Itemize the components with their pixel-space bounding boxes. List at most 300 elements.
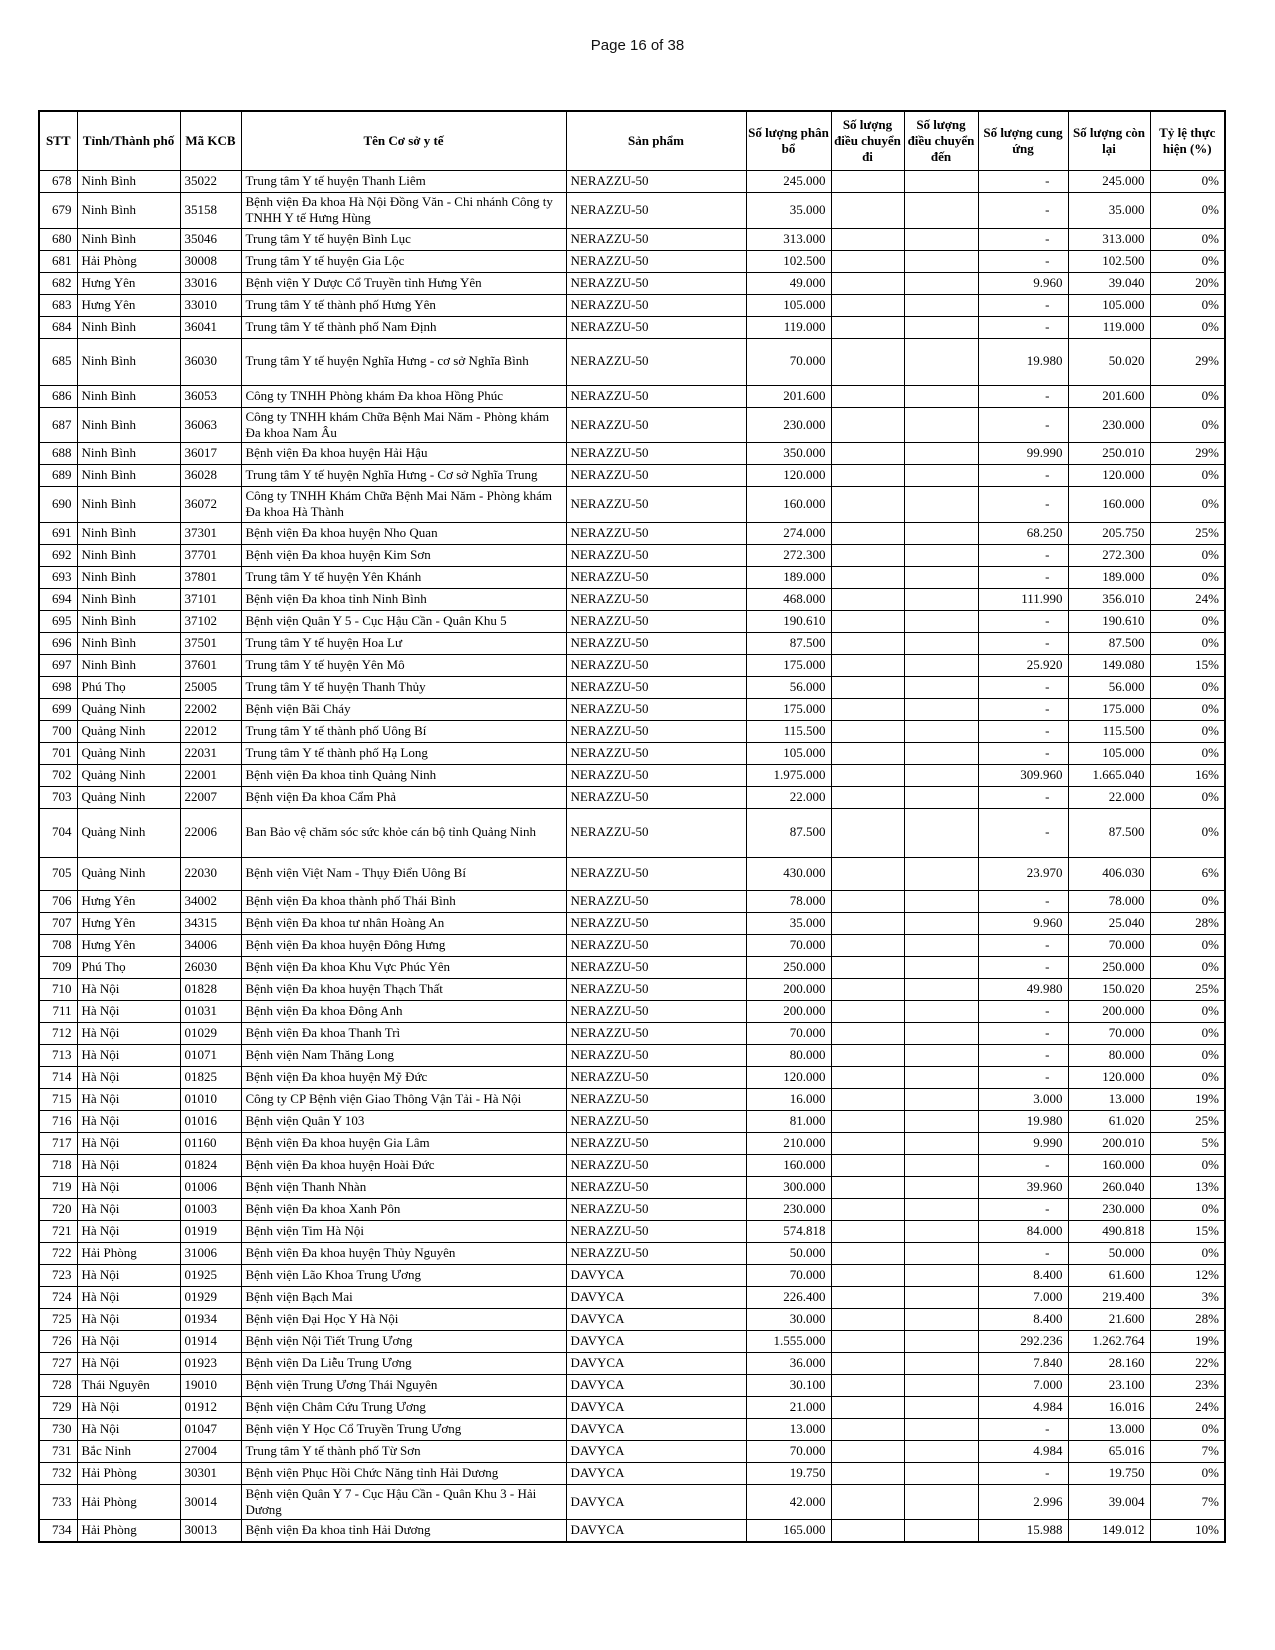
cell-ma_kcb: 01010 bbox=[180, 1088, 241, 1110]
cell-transfer_in bbox=[904, 1198, 978, 1220]
cell-transfer_out bbox=[831, 1484, 904, 1520]
table-row bbox=[39, 720, 1225, 742]
cell-supplied: - bbox=[978, 544, 1068, 566]
cell-allocated: 274.000 bbox=[746, 522, 831, 544]
cell-allocated: 49.000 bbox=[746, 272, 831, 294]
cell-rate: 10% bbox=[1150, 1520, 1225, 1543]
cell-transfer_in bbox=[904, 272, 978, 294]
cell-allocated: 105.000 bbox=[746, 742, 831, 764]
cell-rate: 28% bbox=[1150, 912, 1225, 934]
cell-ma_kcb: 36028 bbox=[180, 465, 241, 487]
cell-remaining: 35.000 bbox=[1068, 193, 1150, 229]
cell-transfer_in bbox=[904, 1352, 978, 1374]
cell-province: Hà Nội bbox=[77, 1176, 180, 1198]
cell-supplied: 7.000 bbox=[978, 1286, 1068, 1308]
cell-facility: Bệnh viện Nội Tiết Trung Ương bbox=[241, 1330, 566, 1352]
cell-stt: 712 bbox=[39, 1022, 77, 1044]
cell-ma_kcb: 34002 bbox=[180, 890, 241, 912]
cell-province: Hải Phòng bbox=[77, 250, 180, 272]
cell-facility: Bệnh viện Đa khoa huyện Hoài Đức bbox=[241, 1154, 566, 1176]
cell-stt: 678 bbox=[39, 171, 77, 193]
cell-facility: Trung tâm Y tế huyện Gia Lộc bbox=[241, 250, 566, 272]
cell-transfer_in bbox=[904, 228, 978, 250]
cell-facility: Bệnh viện Châm Cứu Trung Ương bbox=[241, 1396, 566, 1418]
cell-supplied: - bbox=[978, 316, 1068, 338]
cell-ma_kcb: 37801 bbox=[180, 566, 241, 588]
cell-province: Ninh Bình bbox=[77, 193, 180, 229]
cell-rate: 0% bbox=[1150, 465, 1225, 487]
cell-supplied: - bbox=[978, 1418, 1068, 1440]
cell-remaining: 61.020 bbox=[1068, 1110, 1150, 1132]
cell-remaining: 245.000 bbox=[1068, 171, 1150, 193]
cell-rate: 25% bbox=[1150, 978, 1225, 1000]
cell-allocated: 30.000 bbox=[746, 1308, 831, 1330]
cell-remaining: 189.000 bbox=[1068, 566, 1150, 588]
cell-province: Hưng Yên bbox=[77, 934, 180, 956]
cell-stt: 721 bbox=[39, 1220, 77, 1242]
cell-facility: Bệnh viện Tim Hà Nội bbox=[241, 1220, 566, 1242]
table-row bbox=[39, 465, 1225, 487]
cell-rate: 0% bbox=[1150, 316, 1225, 338]
cell-remaining: 105.000 bbox=[1068, 742, 1150, 764]
cell-province: Hà Nội bbox=[77, 1154, 180, 1176]
cell-transfer_in bbox=[904, 443, 978, 465]
cell-province: Ninh Bình bbox=[77, 443, 180, 465]
cell-supplied: 68.250 bbox=[978, 522, 1068, 544]
table-row bbox=[39, 1198, 1225, 1220]
cell-transfer_out bbox=[831, 654, 904, 676]
table-row bbox=[39, 786, 1225, 808]
cell-transfer_in bbox=[904, 654, 978, 676]
cell-allocated: 230.000 bbox=[746, 407, 831, 443]
cell-rate: 20% bbox=[1150, 272, 1225, 294]
table-row bbox=[39, 978, 1225, 1000]
table-row bbox=[39, 1418, 1225, 1440]
cell-province: Thái Nguyên bbox=[77, 1374, 180, 1396]
cell-product: NERAZZU-50 bbox=[566, 338, 746, 385]
cell-remaining: 250.010 bbox=[1068, 443, 1150, 465]
cell-stt: 727 bbox=[39, 1352, 77, 1374]
cell-province: Hà Nội bbox=[77, 1264, 180, 1286]
cell-transfer_out bbox=[831, 676, 904, 698]
cell-remaining: 356.010 bbox=[1068, 588, 1150, 610]
cell-allocated: 190.610 bbox=[746, 610, 831, 632]
cell-transfer_out bbox=[831, 272, 904, 294]
cell-rate: 0% bbox=[1150, 1198, 1225, 1220]
cell-ma_kcb: 01824 bbox=[180, 1154, 241, 1176]
cell-remaining: 80.000 bbox=[1068, 1044, 1150, 1066]
cell-transfer_out bbox=[831, 742, 904, 764]
cell-stt: 700 bbox=[39, 720, 77, 742]
cell-rate: 7% bbox=[1150, 1484, 1225, 1520]
cell-ma_kcb: 01925 bbox=[180, 1264, 241, 1286]
cell-facility: Bệnh viện Đa khoa Khu Vực Phúc Yên bbox=[241, 956, 566, 978]
cell-province: Phú Thọ bbox=[77, 676, 180, 698]
cell-facility: Bệnh viện Đa khoa Cẩm Phả bbox=[241, 786, 566, 808]
cell-stt: 708 bbox=[39, 934, 77, 956]
cell-facility: Bệnh viện Trung Ương Thái Nguyên bbox=[241, 1374, 566, 1396]
cell-transfer_in bbox=[904, 1154, 978, 1176]
cell-remaining: 50.000 bbox=[1068, 1242, 1150, 1264]
cell-transfer_in bbox=[904, 465, 978, 487]
cell-transfer_in bbox=[904, 1520, 978, 1543]
cell-transfer_in bbox=[904, 171, 978, 193]
cell-supplied: 9.990 bbox=[978, 1132, 1068, 1154]
cell-allocated: 21.000 bbox=[746, 1396, 831, 1418]
cell-product: NERAZZU-50 bbox=[566, 890, 746, 912]
cell-product: DAVYCA bbox=[566, 1352, 746, 1374]
cell-supplied: - bbox=[978, 1198, 1068, 1220]
cell-transfer_in bbox=[904, 720, 978, 742]
cell-stt: 730 bbox=[39, 1418, 77, 1440]
cell-product: NERAZZU-50 bbox=[566, 544, 746, 566]
cell-province: Hải Phòng bbox=[77, 1462, 180, 1484]
cell-province: Ninh Bình bbox=[77, 171, 180, 193]
cell-allocated: 200.000 bbox=[746, 1000, 831, 1022]
cell-allocated: 226.400 bbox=[746, 1286, 831, 1308]
cell-transfer_out bbox=[831, 522, 904, 544]
cell-province: Hà Nội bbox=[77, 1396, 180, 1418]
cell-transfer_out bbox=[831, 786, 904, 808]
cell-province: Quảng Ninh bbox=[77, 698, 180, 720]
cell-transfer_in bbox=[904, 1440, 978, 1462]
cell-stt: 722 bbox=[39, 1242, 77, 1264]
cell-rate: 0% bbox=[1150, 676, 1225, 698]
cell-stt: 703 bbox=[39, 786, 77, 808]
cell-remaining: 313.000 bbox=[1068, 228, 1150, 250]
cell-stt: 689 bbox=[39, 465, 77, 487]
cell-transfer_out bbox=[831, 1462, 904, 1484]
cell-allocated: 81.000 bbox=[746, 1110, 831, 1132]
cell-allocated: 70.000 bbox=[746, 1022, 831, 1044]
cell-facility: Bệnh viện Y Dược Cổ Truyền tỉnh Hưng Yên bbox=[241, 272, 566, 294]
cell-rate: 0% bbox=[1150, 610, 1225, 632]
table-row bbox=[39, 1220, 1225, 1242]
cell-product: NERAZZU-50 bbox=[566, 487, 746, 523]
cell-transfer_in bbox=[904, 1000, 978, 1022]
table-row bbox=[39, 1176, 1225, 1198]
cell-stt: 724 bbox=[39, 1286, 77, 1308]
cell-rate: 0% bbox=[1150, 742, 1225, 764]
cell-stt: 679 bbox=[39, 193, 77, 229]
cell-remaining: 200.000 bbox=[1068, 1000, 1150, 1022]
table-row bbox=[39, 487, 1225, 523]
cell-supplied: 39.960 bbox=[978, 1176, 1068, 1198]
cell-facility: Bệnh viện Lão Khoa Trung Ương bbox=[241, 1264, 566, 1286]
cell-allocated: 87.500 bbox=[746, 808, 831, 857]
table-row bbox=[39, 890, 1225, 912]
table-row bbox=[39, 1066, 1225, 1088]
cell-remaining: 230.000 bbox=[1068, 1198, 1150, 1220]
cell-rate: 0% bbox=[1150, 956, 1225, 978]
cell-allocated: 250.000 bbox=[746, 956, 831, 978]
cell-ma_kcb: 01160 bbox=[180, 1132, 241, 1154]
cell-province: Hải Phòng bbox=[77, 1242, 180, 1264]
cell-facility: Bệnh viện Đa khoa huyện Kim Sơn bbox=[241, 544, 566, 566]
cell-stt: 716 bbox=[39, 1110, 77, 1132]
cell-remaining: 22.000 bbox=[1068, 786, 1150, 808]
cell-product: NERAZZU-50 bbox=[566, 407, 746, 443]
cell-supplied: - bbox=[978, 676, 1068, 698]
cell-allocated: 87.500 bbox=[746, 632, 831, 654]
table-row bbox=[39, 912, 1225, 934]
cell-province: Quảng Ninh bbox=[77, 764, 180, 786]
cell-stt: 696 bbox=[39, 632, 77, 654]
cell-supplied: - bbox=[978, 407, 1068, 443]
cell-rate: 0% bbox=[1150, 1154, 1225, 1176]
table-row bbox=[39, 228, 1225, 250]
cell-facility: Bệnh viện Phục Hồi Chức Năng tỉnh Hải Dương bbox=[241, 1462, 566, 1484]
cell-ma_kcb: 01825 bbox=[180, 1066, 241, 1088]
cell-facility: Bệnh viện Đa khoa tư nhân Hoàng An bbox=[241, 912, 566, 934]
cell-supplied: 25.920 bbox=[978, 654, 1068, 676]
cell-ma_kcb: 30013 bbox=[180, 1520, 241, 1543]
cell-stt: 688 bbox=[39, 443, 77, 465]
cell-allocated: 210.000 bbox=[746, 1132, 831, 1154]
cell-product: DAVYCA bbox=[566, 1440, 746, 1462]
cell-supplied: 9.960 bbox=[978, 272, 1068, 294]
cell-remaining: 70.000 bbox=[1068, 1022, 1150, 1044]
cell-stt: 726 bbox=[39, 1330, 77, 1352]
cell-supplied: - bbox=[978, 742, 1068, 764]
cell-product: NERAZZU-50 bbox=[566, 588, 746, 610]
cell-stt: 690 bbox=[39, 487, 77, 523]
cell-facility: Bệnh viện Đa khoa Đông Anh bbox=[241, 1000, 566, 1022]
cell-transfer_out bbox=[831, 1352, 904, 1374]
column-header-supplied: Số lượng cung ứng bbox=[978, 111, 1068, 171]
table-row bbox=[39, 1286, 1225, 1308]
cell-province: Hà Nội bbox=[77, 1330, 180, 1352]
cell-stt: 682 bbox=[39, 272, 77, 294]
cell-transfer_out bbox=[831, 544, 904, 566]
cell-product: NERAZZU-50 bbox=[566, 272, 746, 294]
cell-facility: Bệnh viện Đa khoa Hà Nội Đồng Văn - Chi nhánh Công ty TNHH Y tế Hưng Hùng bbox=[241, 193, 566, 229]
cell-transfer_out bbox=[831, 1440, 904, 1462]
cell-allocated: 102.500 bbox=[746, 250, 831, 272]
cell-ma_kcb: 22001 bbox=[180, 764, 241, 786]
cell-transfer_out bbox=[831, 193, 904, 229]
cell-rate: 0% bbox=[1150, 1242, 1225, 1264]
cell-province: Quảng Ninh bbox=[77, 786, 180, 808]
table-row bbox=[39, 1110, 1225, 1132]
table-row bbox=[39, 764, 1225, 786]
cell-supplied: - bbox=[978, 956, 1068, 978]
cell-product: NERAZZU-50 bbox=[566, 654, 746, 676]
cell-rate: 0% bbox=[1150, 1462, 1225, 1484]
table-row bbox=[39, 1462, 1225, 1484]
cell-ma_kcb: 01914 bbox=[180, 1330, 241, 1352]
cell-stt: 729 bbox=[39, 1396, 77, 1418]
cell-ma_kcb: 36041 bbox=[180, 316, 241, 338]
cell-rate: 15% bbox=[1150, 1220, 1225, 1242]
cell-remaining: 120.000 bbox=[1068, 1066, 1150, 1088]
cell-allocated: 300.000 bbox=[746, 1176, 831, 1198]
cell-transfer_in bbox=[904, 1330, 978, 1352]
cell-province: Quảng Ninh bbox=[77, 720, 180, 742]
cell-remaining: 61.600 bbox=[1068, 1264, 1150, 1286]
cell-ma_kcb: 36072 bbox=[180, 487, 241, 523]
cell-allocated: 120.000 bbox=[746, 1066, 831, 1088]
cell-product: NERAZZU-50 bbox=[566, 1176, 746, 1198]
cell-product: NERAZZU-50 bbox=[566, 912, 746, 934]
cell-supplied: - bbox=[978, 1044, 1068, 1066]
cell-facility: Bệnh viện Nam Thăng Long bbox=[241, 1044, 566, 1066]
cell-facility: Bệnh viện Bạch Mai bbox=[241, 1286, 566, 1308]
cell-remaining: 160.000 bbox=[1068, 487, 1150, 523]
cell-province: Hà Nội bbox=[77, 1286, 180, 1308]
cell-transfer_in bbox=[904, 808, 978, 857]
cell-transfer_in bbox=[904, 1396, 978, 1418]
cell-stt: 693 bbox=[39, 566, 77, 588]
cell-transfer_out bbox=[831, 294, 904, 316]
cell-remaining: 87.500 bbox=[1068, 808, 1150, 857]
cell-transfer_out bbox=[831, 316, 904, 338]
table-row bbox=[39, 742, 1225, 764]
cell-product: NERAZZU-50 bbox=[566, 1220, 746, 1242]
cell-allocated: 70.000 bbox=[746, 934, 831, 956]
cell-stt: 692 bbox=[39, 544, 77, 566]
cell-facility: Bệnh viện Bãi Cháy bbox=[241, 698, 566, 720]
cell-ma_kcb: 22007 bbox=[180, 786, 241, 808]
cell-transfer_out bbox=[831, 1154, 904, 1176]
cell-facility: Trung tâm Y tế huyện Yên Mô bbox=[241, 654, 566, 676]
cell-product: NERAZZU-50 bbox=[566, 610, 746, 632]
cell-remaining: 190.610 bbox=[1068, 610, 1150, 632]
cell-stt: 685 bbox=[39, 338, 77, 385]
cell-rate: 22% bbox=[1150, 1352, 1225, 1374]
cell-supplied: - bbox=[978, 171, 1068, 193]
cell-supplied: 2.996 bbox=[978, 1484, 1068, 1520]
cell-transfer_in bbox=[904, 742, 978, 764]
cell-transfer_in bbox=[904, 857, 978, 890]
cell-rate: 0% bbox=[1150, 934, 1225, 956]
cell-ma_kcb: 31006 bbox=[180, 1242, 241, 1264]
cell-remaining: 13.000 bbox=[1068, 1418, 1150, 1440]
allocation-table bbox=[38, 110, 1226, 1543]
cell-remaining: 406.030 bbox=[1068, 857, 1150, 890]
cell-allocated: 30.100 bbox=[746, 1374, 831, 1396]
cell-remaining: 13.000 bbox=[1068, 1088, 1150, 1110]
table-row bbox=[39, 808, 1225, 857]
cell-province: Ninh Bình bbox=[77, 588, 180, 610]
cell-supplied: - bbox=[978, 698, 1068, 720]
cell-ma_kcb: 01919 bbox=[180, 1220, 241, 1242]
cell-ma_kcb: 01031 bbox=[180, 1000, 241, 1022]
cell-transfer_out bbox=[831, 1110, 904, 1132]
cell-rate: 12% bbox=[1150, 1264, 1225, 1286]
cell-supplied: - bbox=[978, 193, 1068, 229]
cell-rate: 24% bbox=[1150, 588, 1225, 610]
cell-facility: Trung tâm Y tế huyện Yên Khánh bbox=[241, 566, 566, 588]
cell-supplied: - bbox=[978, 632, 1068, 654]
cell-rate: 0% bbox=[1150, 1044, 1225, 1066]
cell-transfer_out bbox=[831, 385, 904, 407]
cell-transfer_out bbox=[831, 443, 904, 465]
cell-transfer_in bbox=[904, 978, 978, 1000]
cell-rate: 3% bbox=[1150, 1286, 1225, 1308]
cell-allocated: 78.000 bbox=[746, 890, 831, 912]
cell-province: Hà Nội bbox=[77, 1000, 180, 1022]
cell-stt: 731 bbox=[39, 1440, 77, 1462]
table-row bbox=[39, 934, 1225, 956]
cell-facility: Bệnh viện Đa khoa huyện Thủy Nguyên bbox=[241, 1242, 566, 1264]
cell-allocated: 430.000 bbox=[746, 857, 831, 890]
cell-supplied: 49.980 bbox=[978, 978, 1068, 1000]
cell-remaining: 119.000 bbox=[1068, 316, 1150, 338]
cell-allocated: 50.000 bbox=[746, 1242, 831, 1264]
cell-supplied: 111.990 bbox=[978, 588, 1068, 610]
cell-facility: Bệnh viện Đa khoa Thanh Trì bbox=[241, 1022, 566, 1044]
cell-product: NERAZZU-50 bbox=[566, 720, 746, 742]
cell-allocated: 120.000 bbox=[746, 465, 831, 487]
cell-ma_kcb: 01929 bbox=[180, 1286, 241, 1308]
cell-remaining: 272.300 bbox=[1068, 544, 1150, 566]
cell-stt: 728 bbox=[39, 1374, 77, 1396]
cell-stt: 684 bbox=[39, 316, 77, 338]
cell-supplied: 8.400 bbox=[978, 1264, 1068, 1286]
cell-supplied: - bbox=[978, 934, 1068, 956]
cell-product: NERAZZU-50 bbox=[566, 632, 746, 654]
cell-stt: 699 bbox=[39, 698, 77, 720]
cell-supplied: - bbox=[978, 786, 1068, 808]
cell-transfer_in bbox=[904, 1264, 978, 1286]
cell-transfer_out bbox=[831, 407, 904, 443]
cell-ma_kcb: 22031 bbox=[180, 742, 241, 764]
cell-remaining: 39.040 bbox=[1068, 272, 1150, 294]
cell-transfer_out bbox=[831, 890, 904, 912]
cell-supplied: - bbox=[978, 1462, 1068, 1484]
cell-ma_kcb: 22030 bbox=[180, 857, 241, 890]
cell-remaining: 490.818 bbox=[1068, 1220, 1150, 1242]
cell-remaining: 78.000 bbox=[1068, 890, 1150, 912]
cell-remaining: 115.500 bbox=[1068, 720, 1150, 742]
cell-ma_kcb: 01828 bbox=[180, 978, 241, 1000]
cell-product: NERAZZU-50 bbox=[566, 1110, 746, 1132]
table-row bbox=[39, 1242, 1225, 1264]
cell-ma_kcb: 37501 bbox=[180, 632, 241, 654]
cell-allocated: 35.000 bbox=[746, 193, 831, 229]
cell-stt: 691 bbox=[39, 522, 77, 544]
cell-province: Ninh Bình bbox=[77, 316, 180, 338]
cell-province: Hưng Yên bbox=[77, 890, 180, 912]
cell-province: Hà Nội bbox=[77, 978, 180, 1000]
cell-supplied: 99.990 bbox=[978, 443, 1068, 465]
cell-stt: 718 bbox=[39, 1154, 77, 1176]
cell-supplied: 9.960 bbox=[978, 912, 1068, 934]
table-row bbox=[39, 385, 1225, 407]
cell-rate: 25% bbox=[1150, 522, 1225, 544]
cell-supplied: 3.000 bbox=[978, 1088, 1068, 1110]
cell-stt: 710 bbox=[39, 978, 77, 1000]
cell-province: Hà Nội bbox=[77, 1132, 180, 1154]
cell-rate: 25% bbox=[1150, 1110, 1225, 1132]
cell-transfer_in bbox=[904, 1044, 978, 1066]
cell-facility: Công ty TNHH Phòng khám Đa khoa Hồng Phúc bbox=[241, 385, 566, 407]
cell-ma_kcb: 01006 bbox=[180, 1176, 241, 1198]
cell-transfer_in bbox=[904, 1242, 978, 1264]
cell-stt: 702 bbox=[39, 764, 77, 786]
table-row bbox=[39, 1044, 1225, 1066]
cell-rate: 0% bbox=[1150, 1000, 1225, 1022]
cell-product: NERAZZU-50 bbox=[566, 676, 746, 698]
cell-province: Hà Nội bbox=[77, 1088, 180, 1110]
cell-province: Hà Nội bbox=[77, 1418, 180, 1440]
cell-remaining: 160.000 bbox=[1068, 1154, 1150, 1176]
cell-ma_kcb: 22012 bbox=[180, 720, 241, 742]
cell-transfer_out bbox=[831, 1044, 904, 1066]
table-row bbox=[39, 1088, 1225, 1110]
cell-allocated: 1.975.000 bbox=[746, 764, 831, 786]
